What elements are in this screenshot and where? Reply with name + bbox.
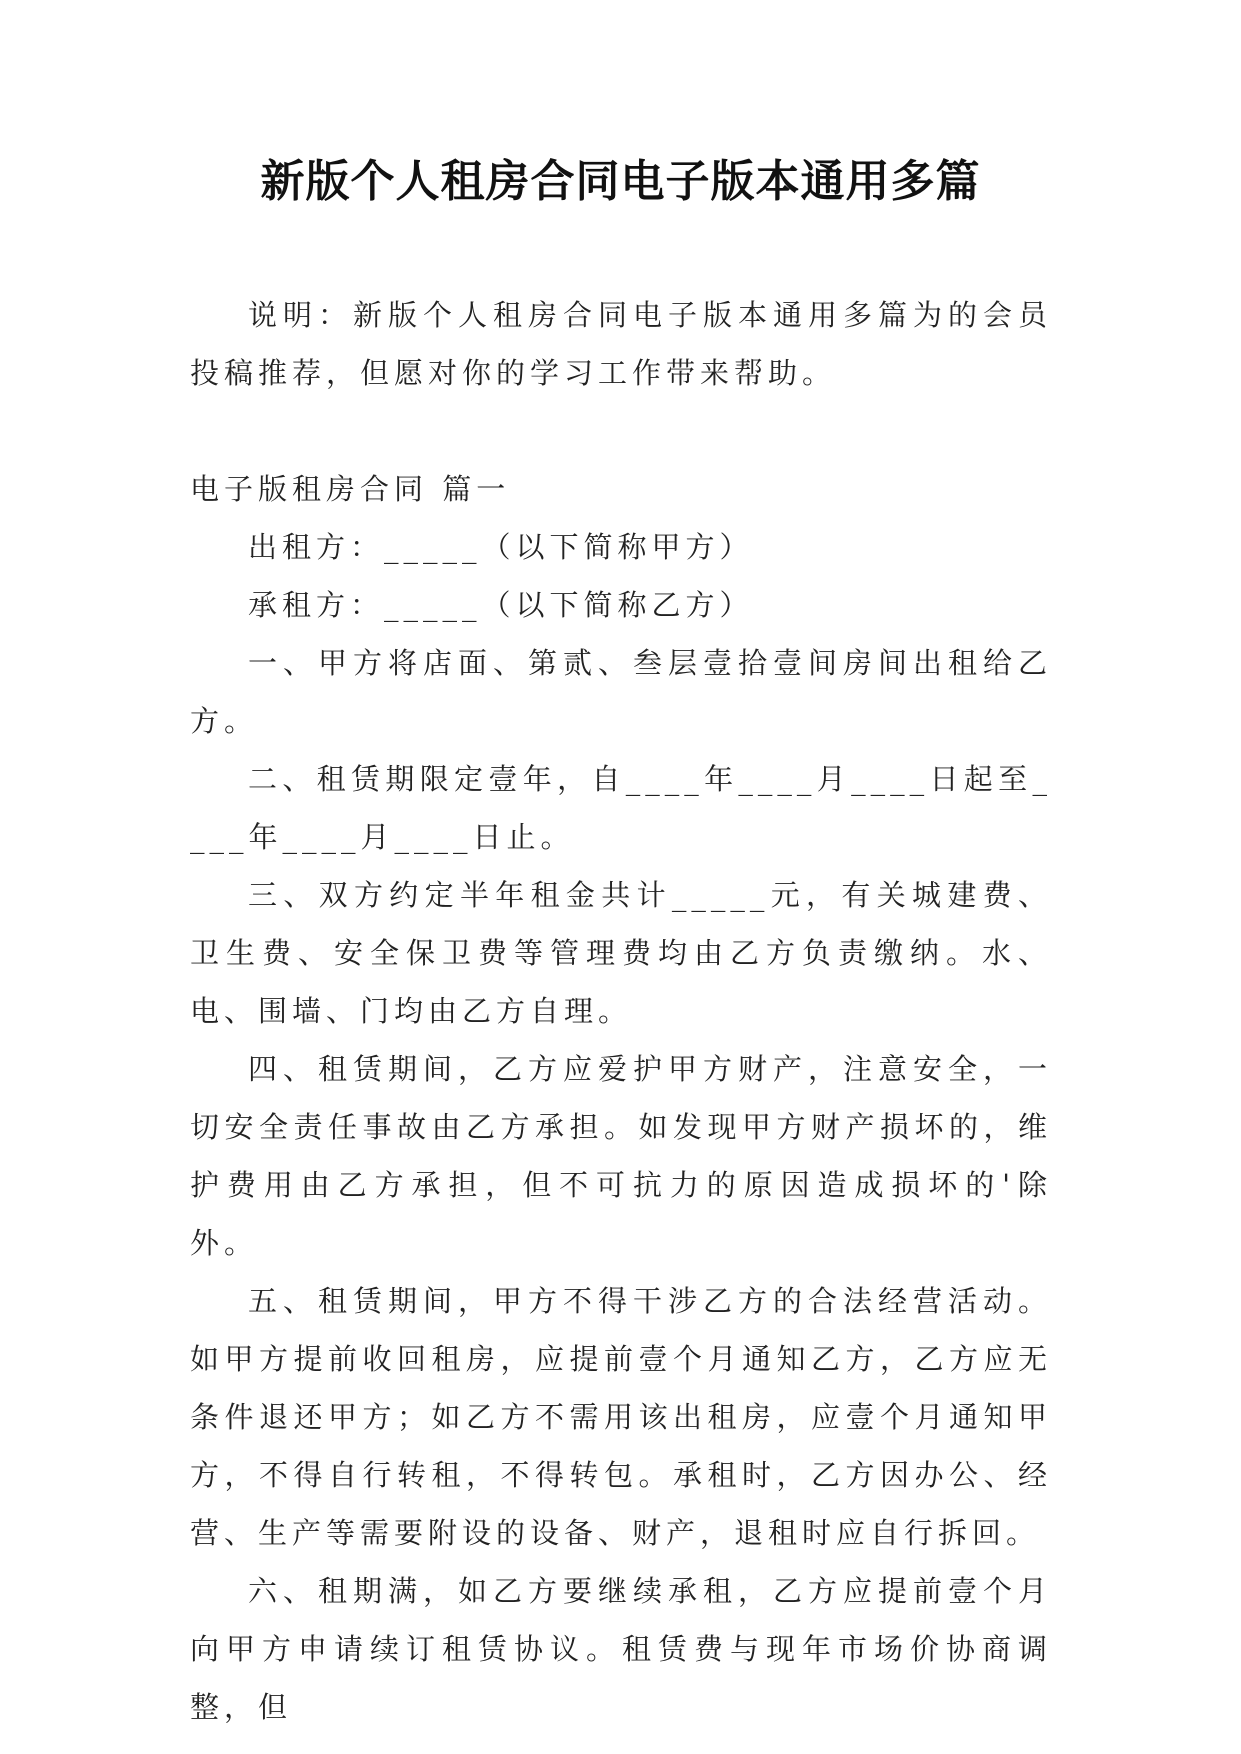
clause-3: 三、双方约定半年租金共计_____元，有关城建费、卫生费、安全保卫费等管理费均由乙方负责缴纳。水、电、围墙、门均由乙方自理。 <box>190 878 1052 1028</box>
clause-4: 四、租赁期间，乙方应爱护甲方财产，注意安全，一切安全责任事故由乙方承担。如发现甲方财产损坏的，维护费用由乙方承担，但不可抗力的原因造成损坏的'除外。 <box>190 1052 1052 1260</box>
lessee-line: 承租方：_____（以下简称乙方） <box>248 588 754 622</box>
clause-1: 一、甲方将店面、第贰、叁层壹拾壹间房间出租给乙方。 <box>190 646 1052 738</box>
intro-paragraph: 说明：新版个人租房合同电子版本通用多篇为的会员投稿推荐，但愿对你的学习工作带来帮助。 <box>190 298 1052 390</box>
blank-line <box>190 402 1052 460</box>
clause-6: 六、租期满，如乙方要继续承租，乙方应提前壹个月向甲方申请续订租赁协议。租赁费与现年市场价协商调整，但 <box>190 1574 1052 1724</box>
clause-2: 二、租赁期限定壹年，自____年____月____日起至____年____月____日止。 <box>190 762 1052 854</box>
lessor-line: 出租方：_____（以下简称甲方） <box>248 530 754 564</box>
clause-5: 五、租赁期间，甲方不得干涉乙方的合法经营活动。如甲方提前收回租房，应提前壹个月通知乙方，乙方应无条件退还甲方；如乙方不需用该出租房，应壹个月通知甲方，不得自行转租，不得转包。承租时，乙方因办公、经营、生产等需要附设的设备、财产，退租时应自行拆回。 <box>190 1284 1052 1550</box>
document-title: 新版个人租房合同电子版本通用多篇 <box>260 156 981 207</box>
section-heading: 电子版租房合同 篇一 <box>190 472 511 506</box>
document-body <box>190 286 1052 1736</box>
